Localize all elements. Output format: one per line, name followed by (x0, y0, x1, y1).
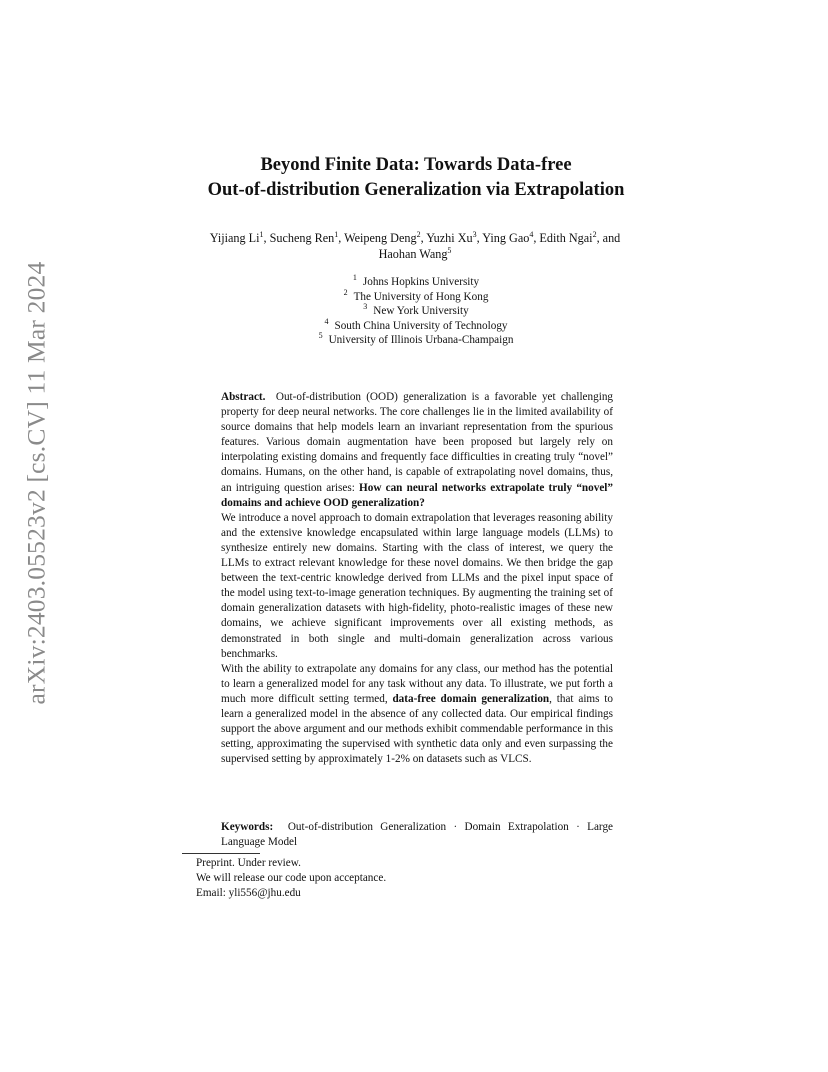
author (344, 231, 420, 245)
author-name: Ying Gao (482, 231, 530, 245)
author (270, 231, 339, 245)
author-separator: , (338, 231, 345, 245)
affiliation-number: 2 (343, 287, 348, 297)
affiliation-number: 4 (324, 316, 329, 326)
abstract-paragraph-2: We introduce a novel approach to domain extrapolation that leverages reasoning ability and the extensive knowledge encapsulated within large language models (LLMs) to synthesize entirely new domains. Starting with the class of interest, we query the LLMs to extract relevant knowledge for these novel domains. We then bridge the gap between the text-centric knowledge derived from LLMs and the pixel input space of the model using text-to-image generation techniques. By augmenting the training set of domain generalization datasets with high-fidelity, photo-realistic images of these new domains, we achieve significant improvements over all existing methods, as demonstrated in both single and multi-domain generalization across various benchmarks. (221, 511, 613, 660)
affiliation (250, 287, 582, 305)
abstract-text: Out-of-distribution (OOD) generalization is a favorable yet challenging property for deep neural networks. The core challenges lie in the limited availability of source domains that help models learn an invariant representation from the spurious features. Various domain augmentation have been proposed but largely rely on interpolating existing domains and frequently face difficulties in creating truly “novel” domains. Humans, on the other hand, is capable of extrapolating novel domains, thus, an intriguing question arises: (221, 391, 614, 494)
keywords-text: Out-of-distribution Generalization · Domain Extrapolation · Large Language Model (221, 821, 613, 849)
author-name: Yijiang Li (209, 231, 260, 245)
author-affiliation-mark: 2 (416, 230, 421, 239)
author-name: Haohan Wang (378, 247, 448, 261)
author (210, 231, 264, 245)
keywords-label: Keywords: (221, 821, 274, 833)
author-name: Edith Ngai (539, 231, 593, 245)
author-separator: , (476, 231, 483, 245)
title-line-2: Out-of-distribution Generalization via Extrapolation (207, 180, 625, 200)
abstract-paragraph-1 (221, 390, 613, 511)
abstract-text: With the ability to extrapolate any domains for any class, our method has the potential to learn a generalized model for any task without any data. To illustrate, we put forth a much more difficult setting termed, (221, 662, 613, 705)
affiliation-number: 5 (318, 331, 323, 341)
affiliation-number: 1 (352, 273, 357, 282)
author-affiliation-mark: 1 (334, 230, 339, 239)
author-name: Sucheng Ren (269, 231, 335, 245)
affiliation (250, 304, 582, 319)
affiliation-name: University of Illinois Urbana-Champaign (328, 334, 514, 347)
affiliation-number: 3 (363, 302, 368, 312)
footnote-code-release: We will release our code upon acceptance. (196, 872, 387, 885)
author-name: Weipeng Deng (344, 231, 417, 245)
affiliation (250, 316, 582, 334)
arxiv-identifier (18, 261, 54, 704)
author (426, 231, 476, 245)
arxiv-identifier-text: arXiv:2403.05523v2 [cs.CV] 11 Mar 2024 (21, 261, 50, 704)
abstract-research-question: How can neural networks extrapolate truly “novel” domains and achieve OOD generalization? (221, 481, 613, 509)
paper-title (150, 153, 682, 203)
affiliation (250, 275, 582, 290)
footnote-preprint: Preprint. Under review. (196, 857, 301, 869)
footnotes (196, 856, 386, 901)
author (482, 231, 533, 245)
abstract-setting-term: data-free domain generalization (392, 692, 550, 705)
footnote-email: Email: yli556@jhu.edu (196, 887, 301, 900)
abstract-paragraph-3 (221, 662, 613, 768)
abstract-text: , that aims to learn a generalized model in the absence of any collected data. Our empirical findings support the above argument and our methods exhibit commendable performance in this setting, approximating the supervised with synthetic data only and even surpassing the supervised setting by approximately 1-2% on datasets such as VLCS. (221, 692, 614, 766)
affiliation-list (250, 275, 582, 348)
affiliation-name: New York University (373, 305, 469, 318)
author-affiliation-mark: 3 (472, 230, 477, 239)
abstract-label: Abstract. (221, 391, 266, 403)
author-separator: , and (596, 231, 621, 245)
footnote-divider (182, 853, 260, 854)
author-affiliation-mark: 5 (447, 246, 452, 255)
author-name: Yuzhi Xu (426, 231, 473, 245)
affiliation-name: The University of Hong Kong (353, 290, 489, 303)
affiliation-name: Johns Hopkins University (362, 276, 480, 288)
affiliation-name: South China University of Technology (334, 319, 508, 332)
author (379, 247, 452, 261)
author-affiliation-mark: 1 (259, 230, 264, 239)
title-line-1: Beyond Finite Data: Towards Data-free (260, 155, 572, 175)
author-separator: , (420, 231, 427, 245)
abstract (221, 390, 613, 767)
keywords (221, 820, 613, 850)
author-affiliation-mark: 4 (529, 230, 534, 239)
author-affiliation-mark: 2 (592, 230, 597, 239)
author-separator: , (533, 231, 540, 245)
author-separator: , (263, 231, 270, 245)
author-list (160, 230, 670, 262)
affiliation (250, 333, 582, 348)
author (539, 231, 596, 245)
